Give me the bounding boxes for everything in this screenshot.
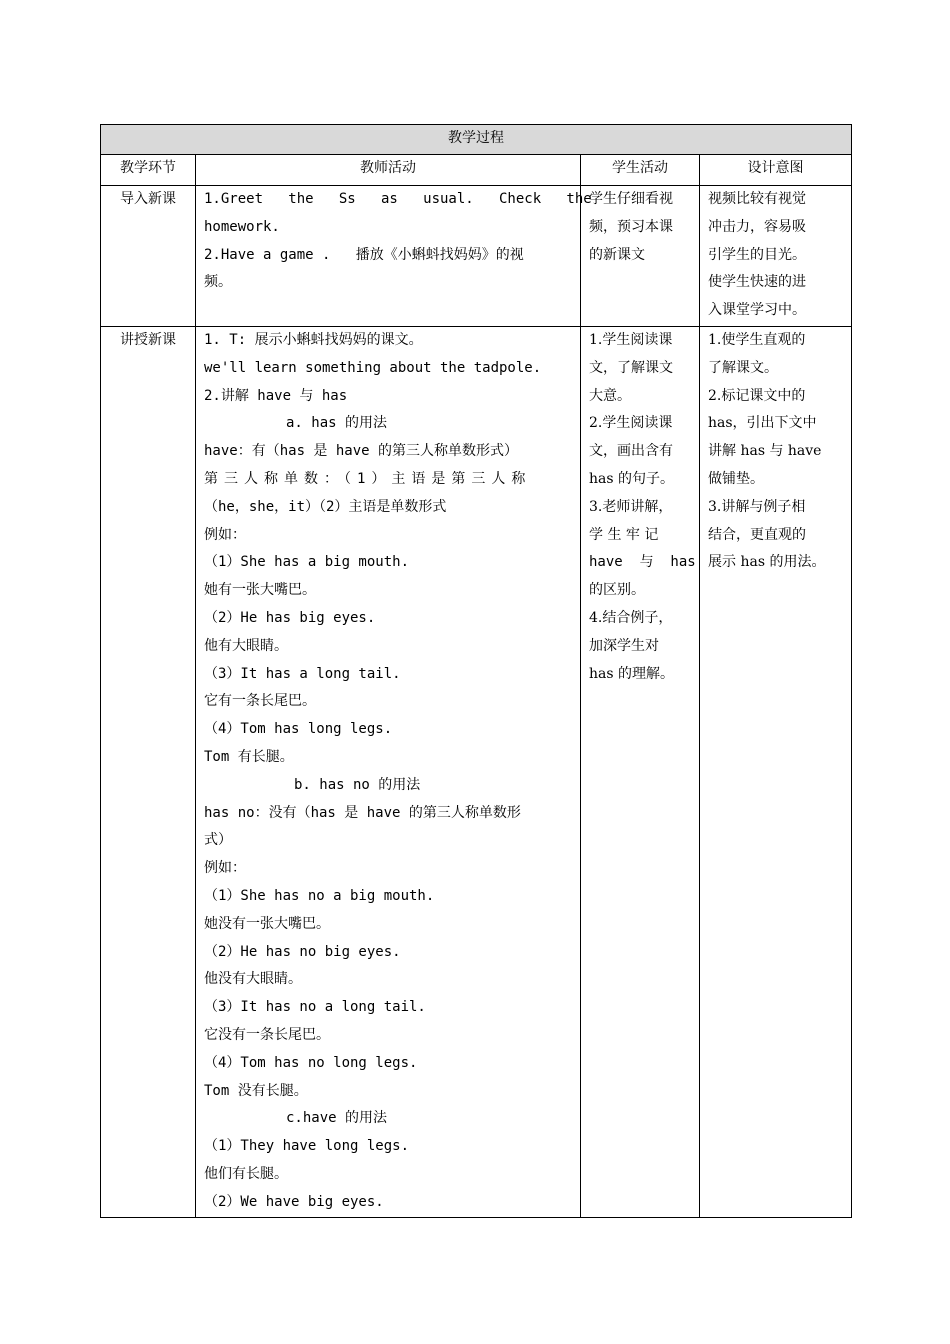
teacher-line: 2.讲解 have 与 has <box>204 387 348 404</box>
intent-line: 引学生的目光。 <box>708 246 806 263</box>
intent-line: 3.讲解与例子相 <box>708 498 806 515</box>
section-heading-b: b. has no 的用法 <box>294 776 421 793</box>
intent-line: 使学生快速的进 <box>708 274 806 291</box>
translation-line: 它有一条长尾巴。 <box>204 693 316 710</box>
teacher-line: have：有（has 是 have 的第三人称单数形式） <box>204 443 519 460</box>
student-line: 3.老师讲解， <box>589 498 673 515</box>
student-line: 学 生 牢 记 <box>589 526 659 543</box>
intent-line: 结合，更直观的 <box>708 526 806 543</box>
example-line: （2）He has big eyes. <box>204 609 376 626</box>
student-line: 文，了解课文 <box>589 359 673 376</box>
intent-line: 1.使学生直观的 <box>708 332 806 348</box>
teacher-line: 第三人称单数：（1）主语是第三人称 <box>204 470 532 487</box>
translation-line: Tom 没有长腿。 <box>204 1082 308 1099</box>
example-line: （2）He has no big eyes. <box>204 943 401 960</box>
translation-line: 她没有一张大嘴巴。 <box>204 915 330 932</box>
header-stage: 教学环节 <box>101 155 196 186</box>
teacher-activity-cell <box>196 327 581 1218</box>
student-line: 的区别。 <box>589 582 645 599</box>
student-line: has 的句子。 <box>589 470 674 487</box>
table-row <box>101 186 852 327</box>
stage-cell: 导入新课 <box>101 186 196 327</box>
example-line: （4）Tom has no long legs. <box>204 1054 418 1071</box>
stage-cell: 讲授新课 <box>101 327 196 1218</box>
student-line: 4.结合例子， <box>589 609 673 626</box>
student-line: 的新课文 <box>589 246 645 263</box>
teacher-line: 例如： <box>204 526 246 543</box>
student-line: 学生仔细看视 <box>589 191 673 207</box>
intent-line: has，引出下文中 <box>708 415 817 432</box>
teacher-line: 2.Have a game . 播放《小蝌蚪找妈妈》的视 <box>204 246 524 263</box>
teacher-line: 频。 <box>204 274 232 291</box>
teacher-line: （he，she，it）（2）主语是单数形式 <box>204 498 447 515</box>
translation-line: 他有大眼睛。 <box>204 637 288 654</box>
design-intent-cell <box>700 186 852 327</box>
teaching-process-table <box>100 124 852 1218</box>
intent-line: 做铺垫。 <box>708 470 764 487</box>
student-line: 大意。 <box>589 387 631 404</box>
teacher-line: 式） <box>204 832 232 849</box>
student-activity-cell <box>581 327 700 1218</box>
section-heading-a: a. has 的用法 <box>286 415 388 432</box>
teacher-line: has no：没有（has 是 have 的第三人称单数形 <box>204 804 521 821</box>
example-line: （1）She has no a big mouth. <box>204 887 435 904</box>
teacher-line: 1. T: 展示小蝌蚪找妈妈的课文。 <box>204 332 423 348</box>
student-line: 频，预习本课 <box>589 218 673 235</box>
teacher-line: 例如： <box>204 860 246 877</box>
translation-line: 它没有一条长尾巴。 <box>204 1026 330 1043</box>
example-line: （3）It has a long tail. <box>204 665 401 682</box>
example-line: （2）We have big eyes. <box>204 1193 384 1210</box>
teacher-line: homework. <box>204 218 280 235</box>
intent-line: 视频比较有视觉 <box>708 191 806 207</box>
header-design-intent: 设计意图 <box>700 155 852 186</box>
example-line: （1）She has a big mouth. <box>204 554 410 571</box>
student-line: 加深学生对 <box>589 637 659 654</box>
student-activity-cell <box>581 186 700 327</box>
translation-line: 他们有长腿。 <box>204 1165 288 1182</box>
student-line: has 的理解。 <box>589 665 674 682</box>
table-title-row <box>101 125 852 155</box>
example-line: （4）Tom has long legs. <box>204 721 393 738</box>
intent-line: 讲解 has 与 have <box>708 443 822 460</box>
teacher-line: we'll learn something about the tadpole. <box>204 359 542 376</box>
table-header-row <box>101 155 852 186</box>
example-line: （3）It has no a long tail. <box>204 999 426 1016</box>
intent-line: 展示 has 的用法。 <box>708 554 826 571</box>
translation-line: Tom 有长腿。 <box>204 748 294 765</box>
header-student-activity: 学生活动 <box>581 155 700 186</box>
design-intent-cell <box>700 327 852 1218</box>
teacher-line: 1.Greet the Ss as usual. Check the <box>204 191 592 207</box>
intent-line: 了解课文。 <box>708 359 778 376</box>
header-teacher-activity: 教师活动 <box>196 155 581 186</box>
table-row <box>101 327 852 1218</box>
student-line: have 与 has <box>589 554 696 571</box>
intent-line: 入课堂学习中。 <box>708 302 806 319</box>
student-line: 2.学生阅读课 <box>589 415 673 432</box>
student-line: 1.学生阅读课 <box>589 332 673 348</box>
table-title: 教学过程 <box>101 125 852 155</box>
section-heading-c: c.have 的用法 <box>286 1110 388 1127</box>
translation-line: 她有一张大嘴巴。 <box>204 582 316 599</box>
intent-line: 2.标记课文中的 <box>708 387 806 404</box>
student-line: 文，画出含有 <box>589 443 673 460</box>
translation-line: 他没有大眼睛。 <box>204 971 302 988</box>
teacher-activity-cell <box>196 186 592 327</box>
intent-line: 冲击力，容易吸 <box>708 218 806 235</box>
example-line: （1）They have long legs. <box>204 1138 410 1155</box>
